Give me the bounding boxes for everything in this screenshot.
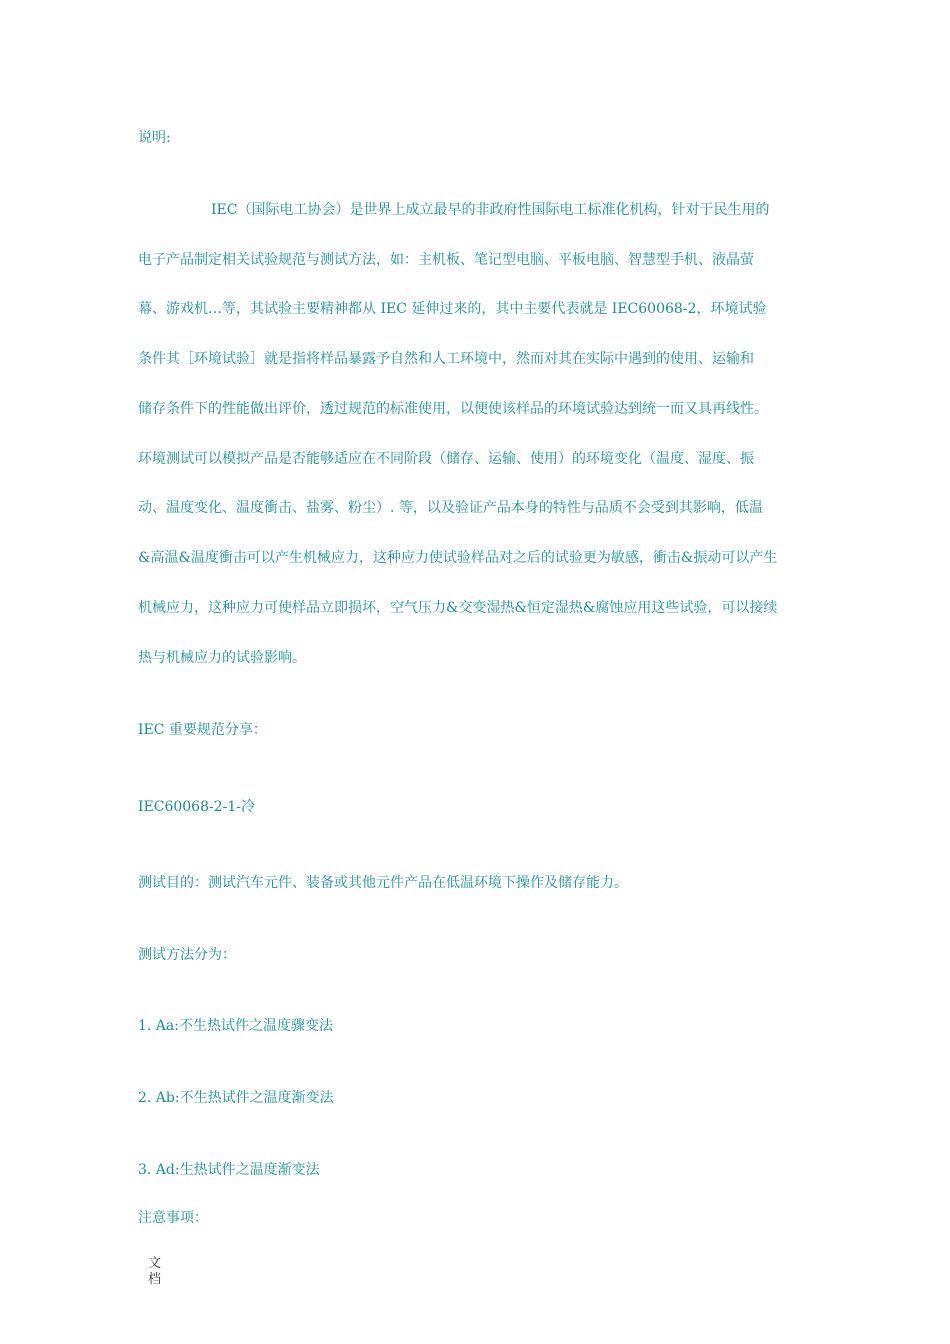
footer-char-2: 档 [148,1272,162,1287]
paragraph-line-3: 幕、游戏机…等，其试验主要精神都从 IEC 延伸过来的，其中主要代表就是 IEC60068-2，环境试验 [138,301,767,317]
paragraph-line-5: 储存条件下的性能做出评价，透过规范的标准使用，以便使该样品的环境试验达到统一而又具再线性。 [138,401,768,417]
paragraph-line-9: 机械应力，这种应力可使样品立即损坏，空气压力&交变湿热&恒定湿热&腐蚀应用这些试验，可以接续 [138,600,778,616]
method-item-2: 2. Ab:不生热试件之温度渐变法 [138,1090,334,1106]
footer-char-1: 文 [148,1256,162,1271]
notes-title: 注意事项： [138,1210,208,1226]
paragraph-line-6: 环境测试可以模拟产品是否能够适应在不同阶段（储存、运输、使用）的环境变化（温度、湿度、振 [138,451,754,467]
method-title: 测试方法分为： [138,947,236,963]
method-item-1: 1. Aa:不生热试件之温度骤变法 [138,1018,333,1034]
paragraph-line-2: 电子产品制定相关试验规范与测试方法，如：主机板、笔记型电脑、平板电脑、智慧型手机、液晶萤 [138,252,754,268]
method-item-3: 3. Ad:生热试件之温度渐变法 [138,1162,320,1178]
paragraph-line-10: 热与机械应力的试验影响。 [138,650,306,666]
paragraph-line-8: &高温&温度衝击可以产生机械应力，这种应力使试验样品对之后的试验更为敏感，衝击&振动可以产生 [138,550,778,566]
test-purpose: 测试目的：测试汽车元件、装备或其他元件产品在低温环境下操作及储存能力。 [138,875,628,891]
paragraph-line-1: IEC（国际电工协会）是世界上成立最早的非政府性国际电工标准化机构，针对于民生用的 [211,202,770,218]
share-title: IEC 重要规范分享： [138,722,267,738]
heading-explanation: 说明: [138,130,171,146]
spec-title: IEC60068-2-1-冷 [138,799,256,815]
paragraph-line-4: 条件其［环境试验］就是指将样品暴露予自然和人工环境中，然而对其在实际中遇到的使用、运输和 [138,351,754,367]
paragraph-line-7: 动、温度变化、温度衝击、盐雾、粉尘）. 等，以及验证产品本身的特性与品质不会受到其影响，低温 [138,500,763,516]
